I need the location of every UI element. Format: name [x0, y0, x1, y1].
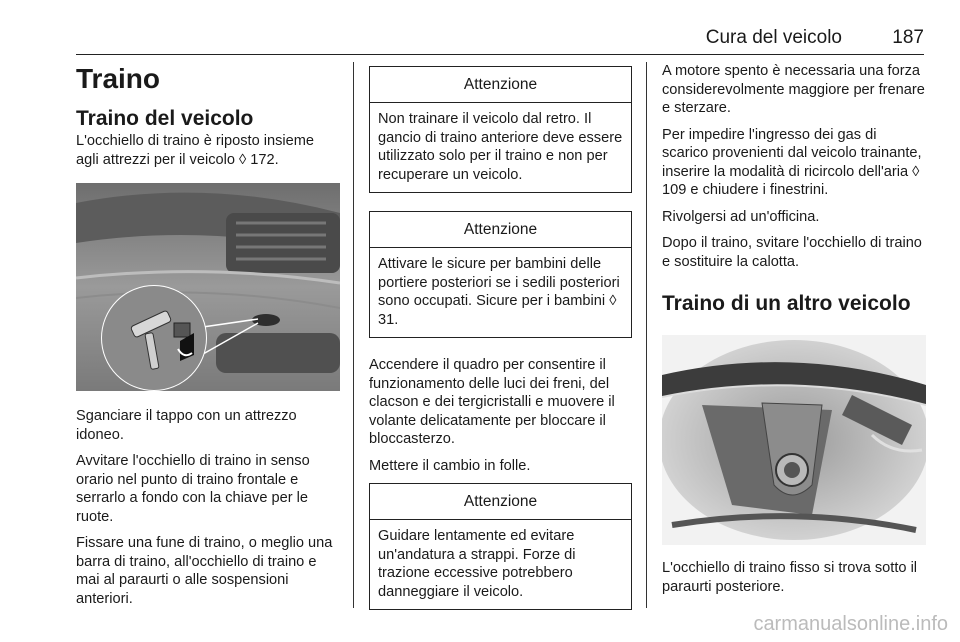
column-left: [76, 62, 340, 616]
paragraph-recirculation: Per impedire l'ingresso dei gas di scarico provenienti dal veicolo trainante, inserire la modalità di ricircolo dell'aria ◊ 109 e chiudere i finestrini.: [662, 126, 922, 198]
page-header: [76, 24, 924, 55]
front-tow-eye-illustration: [76, 183, 340, 391]
page-number: 187: [892, 27, 924, 48]
warning-text: Guidare lentamente ed evitare un'andatura a strappi. Forze di trazione eccessive potrebbero danneggiare il veicolo.: [378, 528, 576, 600]
intro-paragraph: L'occhiello di traino è riposto insieme agli attrezzi per il veicolo ◊ 172.: [76, 133, 315, 168]
warning-title: Attenzione: [370, 484, 631, 520]
main-heading: Traino: [76, 63, 161, 94]
column-middle: [369, 62, 632, 628]
column-divider-2: [646, 62, 647, 608]
warning-box-2: [369, 211, 632, 338]
rear-tow-eye-illustration: [662, 335, 926, 545]
warning-box-3: [369, 483, 632, 610]
warning-text: Non trainare il veicolo dal retro. Il gancio di traino anteriore deve essere utilizzato solo per il traino e non per recuperare un veicolo.: [378, 111, 623, 183]
paragraph-ignition: Accendere il quadro per consentire il funzionamento delle luci dei freni, del clacson e dei tergicristalli e muovere il volante delicatamente per bloccare il bloccasterzo.: [369, 357, 615, 447]
warning-title: Attenzione: [370, 67, 631, 103]
paragraph-neutral: Mettere il cambio in folle.: [369, 457, 531, 474]
paragraph-remove-cap: Sganciare il tappo con un attrezzo idoneo.: [76, 408, 297, 443]
paragraph-attach-rope: Fissare una fune di traino, o meglio una barra di traino, all'occhiello di traino e mai al paraurti o alle sospensioni anteriori.: [76, 535, 333, 607]
section-heading-tow-other: Traino di un altro veicolo: [662, 292, 911, 315]
paragraph-workshop: Rivolgersi ad un'officina.: [662, 208, 820, 225]
paragraph-engine-off: A motore spento è necessaria una forza considerevolmente maggiore per frenare e sterzare.: [662, 63, 925, 116]
warning-title: Attenzione: [370, 212, 631, 248]
section-title: Cura del veicolo: [705, 27, 842, 48]
paragraph-screw-eye: Avvitare l'occhiello di traino in senso orario nel punto di traino frontale e serrarlo a fondo con la chiave per le ruote.: [76, 453, 310, 525]
column-right: [662, 62, 926, 604]
watermark: carmanualsonline.info: [753, 613, 948, 635]
warning-text: Attivare le sicure per bambini delle portiere posteriori se i sedili posteriori sono occupati. Sicure per i bambini ◊ 31.: [378, 256, 620, 328]
column-divider-1: [353, 62, 354, 608]
subheading: Traino del veicolo: [76, 107, 254, 130]
paragraph-after-towing: Dopo il traino, svitare l'occhiello di traino e sostituire la calotta.: [662, 235, 922, 270]
warning-box-1: [369, 66, 632, 193]
image-caption: L'occhiello di traino fisso si trova sotto il paraurti posteriore.: [662, 560, 918, 595]
